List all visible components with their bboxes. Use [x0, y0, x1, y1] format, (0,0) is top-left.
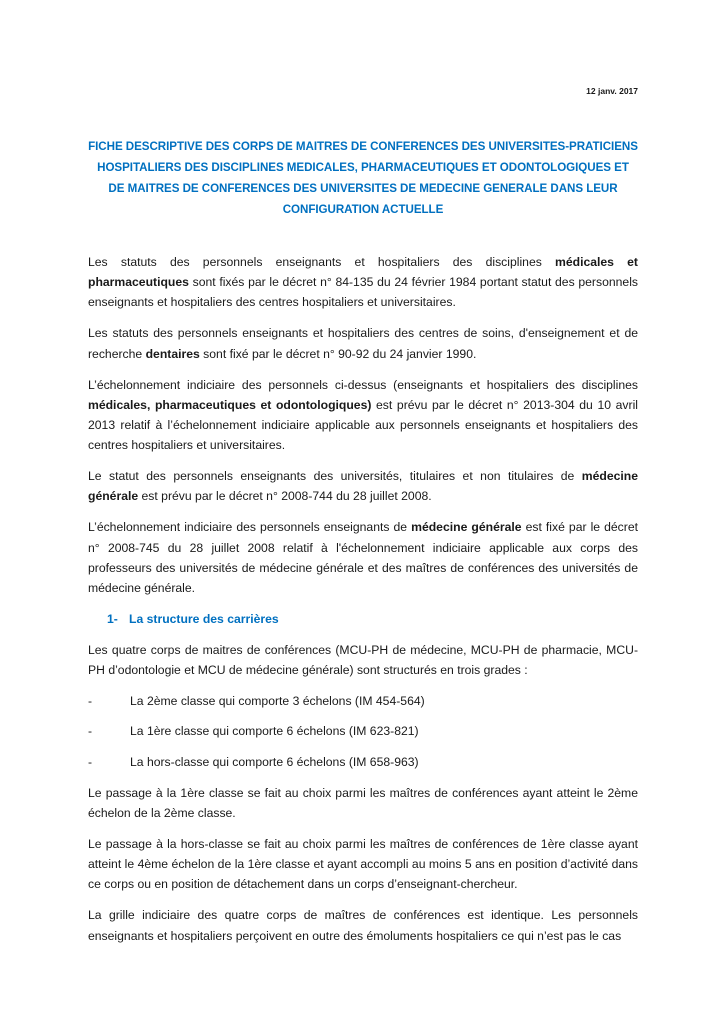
text-run: sont fixés par le décret n° 84-135 du 24 février 1984 portant statut des personnels enseignants et hospitaliers des centres hospitaliers et universitaires.	[88, 275, 638, 310]
dash-bullet: -	[88, 694, 93, 709]
bold-run: médicales, pharmaceutiques et odontologiques)	[88, 397, 372, 412]
paragraph-echelonnement-chu	[88, 375, 638, 456]
list-item	[88, 721, 638, 741]
text-run: L’échelonnement indiciaire des personnels enseignants de	[88, 520, 412, 535]
text-run: L’échelonnement indiciaire des personnels ci-dessus (enseignants et hospitaliers des disciplines	[88, 377, 638, 392]
paragraph-passage-1ere-classe: Le passage à la 1ère classe se fait au choix parmi les maîtres de conférences ayant atteint le 2ème échelon de la 2ème classe.	[88, 785, 638, 821]
text-run: sont fixé par le décret n° 90-92 du 24 janvier 1990.	[199, 346, 477, 361]
section-heading-structure-carrieres	[88, 609, 638, 629]
paragraph-statuts-medicales	[88, 252, 638, 313]
text-run: Les statuts des personnels enseignants et hospitaliers des centres de soins, d'enseignement et de recherche	[88, 326, 638, 361]
section-heading-text: La structure des carrières	[129, 612, 279, 627]
document-date: 12 janv. 2017	[586, 86, 638, 96]
dash-bullet: -	[88, 724, 93, 739]
bold-run: médicales et pharmaceutiques	[88, 255, 638, 290]
text-run: Le statut des personnels enseignants des universités, titulaires et non titulaires de	[88, 469, 582, 484]
text-run: est fixé par le décret n° 2008-745 du 28 juillet 2008 relatif à l'échelonnement indiciaire applicable aux corps des professeurs des universités de médecine générale et des maîtres de conférences des universités de médecine générale.	[88, 520, 639, 596]
paragraph-grille-indiciaire: La grille indiciaire des quatre corps de maîtres de conférences est identique. Les personnels enseignants et hospitaliers perçoivent en outre des émoluments hospitaliers ce qui n’est pas le cas	[88, 908, 638, 943]
list-item-text: La 2ème classe qui comporte 3 échelons (IM 454-564)	[130, 694, 425, 709]
bold-run: médecine générale	[88, 469, 638, 504]
paragraph-quatre-corps: Les quatre corps de maitres de conférences (MCU-PH de médecine, MCU-PH de pharmacie, MCU-PH d’odontologie et MCU de médecine générale) sont structurés en trois grades :	[88, 643, 638, 678]
paragraph-echelonnement-medecine-generale	[88, 517, 638, 598]
document-body	[88, 252, 638, 946]
list-item-text: La hors-classe qui comporte 6 échelons (IM 658-963)	[130, 754, 419, 769]
document-title: FICHE DESCRIPTIVE DES CORPS DE MAITRES DE CONFERENCES DES UNIVERSITES-PRATICIENS HOSPITALIERS DES DISCIPLINES MEDICALES, PHARMACEUTIQUES ET ODONTOLOGIQUES ET DE MAITRES DE CONFERENCES DES UNIVERSITES DE MEDECINE GENERALE DANS LEUR CONFIGURATION ACTUELLE	[88, 140, 638, 216]
text-run: Les statuts des personnels enseignants et hospitaliers des disciplines	[88, 255, 556, 269]
bold-run: dentaires	[145, 346, 200, 361]
list-item-text: La 1ère classe qui comporte 6 échelons (IM 623-821)	[130, 724, 419, 739]
text-run: est prévu par le décret n° 2008-744 du 28 juillet 2008.	[138, 489, 432, 504]
section-number: 1-	[107, 612, 118, 627]
text-run: est prévu par le décret n° 2013-304 du 10 avril 2013 relatif à l’échelonnement indiciaire applicable aux personnels enseignants et hospitaliers des centres hospitaliers et universitaires.	[88, 397, 638, 453]
list-item	[88, 752, 638, 772]
paragraph-statuts-dentaires	[88, 323, 638, 363]
list-item	[88, 691, 638, 711]
paragraph-passage-hors-classe: Le passage à la hors-classe se fait au choix parmi les maîtres de conférences de 1ère classe ayant atteint le 4ème échelon de la 1ère classe et ayant accompli au moins 5 ans en position d’activité dans ce corps ou en position de détachement dans un corps d’enseignant-chercheur.	[88, 837, 638, 892]
paragraph-statut-medecine-generale	[88, 466, 638, 506]
bold-run: médecine générale	[411, 520, 522, 535]
dash-bullet: -	[88, 754, 93, 769]
